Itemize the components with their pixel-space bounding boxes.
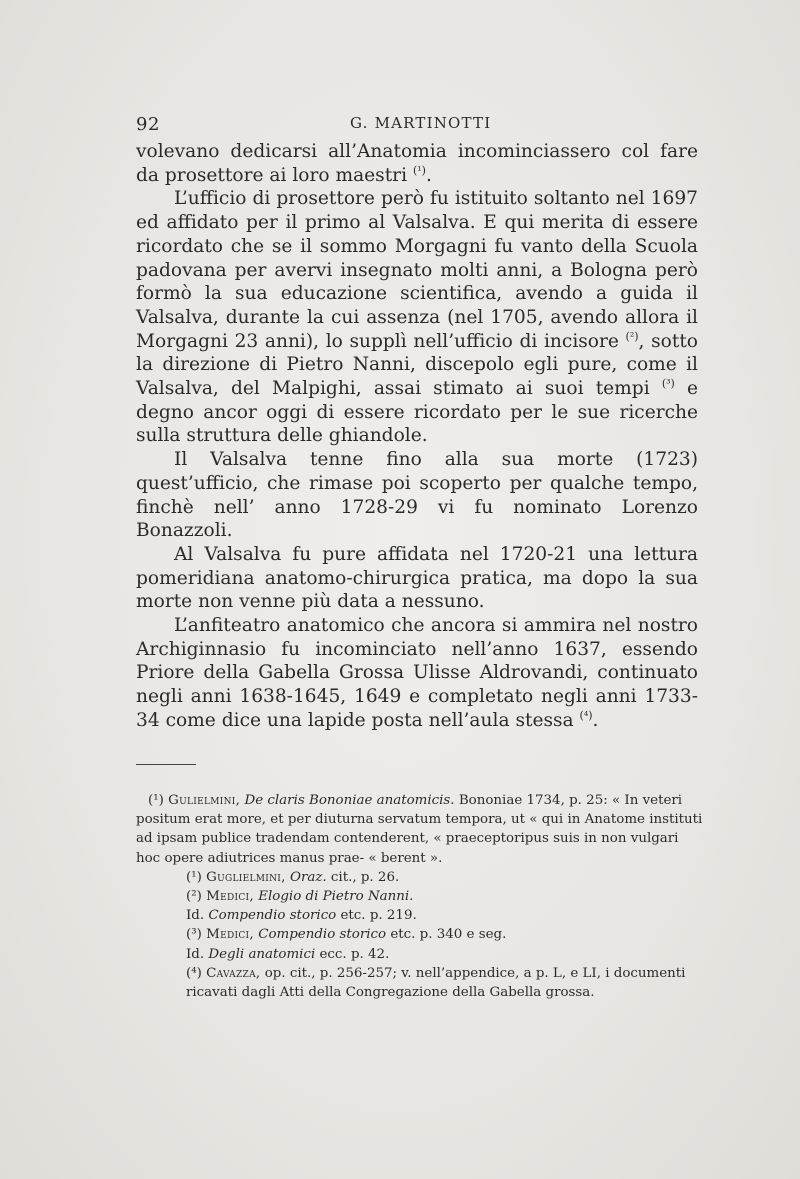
running-head: G. MARTINOTTI xyxy=(350,114,492,132)
paragraph-5-text: L’anfiteatro anatomico che ancora si ammira nel nostro Archiginnasio fu incominciato nell’anno 1637, essendo Priore della Gabella Grossa Ulisse Aldrovandi, continuato negli anni 1638-1645, 1649 e completato negli anni 1733-34 come dice una lapide posta nell’aula stessa xyxy=(136,615,698,731)
footnote-author: Id. xyxy=(186,908,205,924)
footnote-mark: (³) xyxy=(186,927,202,943)
paragraph-1-end: . xyxy=(425,164,432,186)
footnote-4 xyxy=(136,964,706,1002)
footnote-author: Id. xyxy=(186,946,205,962)
footnote-mark: (¹) xyxy=(186,869,202,885)
footnote-ref: (¹) xyxy=(412,163,426,177)
footnote-author: Cavazza, xyxy=(206,965,261,981)
paragraph-2-text-b: , sotto la direzione di Pietro Nanni, discepolo egli pure, come il Valsalva, del Malpighi, assai stimato ai suoi tempi xyxy=(136,330,698,400)
footnote-title: Oraz. xyxy=(289,869,327,885)
footnote-author: Guglielmini, xyxy=(206,869,286,885)
footnote-author: Medici, xyxy=(206,927,254,943)
footnote-title: Degli anatomici xyxy=(208,946,316,962)
footnote-text: Bononiae 1734, p. 25: « In veteri positum erat more, et per diuturna servatum tempora, ut « qui in Anatome instituti ad ipsam publice tradendam contenderent, « praeceptoripus suis in non vulgari hoc opere adiutrices manus prae- « berent ». xyxy=(136,793,703,866)
page-number: 92 xyxy=(136,114,160,135)
paragraph-1 xyxy=(136,140,698,187)
footnote-title: Compendio storico xyxy=(258,927,387,943)
paragraph-2-text-a: L’ufficio di prosettore però fu istituito soltanto nel 1697 ed affidato per il primo al Valsalva. E qui merita di essere ricordato che se il sommo Morgagni fu vanto della Scuola padovana per avervi insegnato molti anni, a Bologna però formò la sua educazione scientifica, avendo a guida il Valsalva, durante la cui assenza (nel 1705, avendo allora il Morgagni 23 anni), lo supplì nell’ufficio di incisore xyxy=(136,188,698,352)
footnote-3 xyxy=(136,925,706,944)
paragraph-1-text: volevano dedicarsi all’Anatomia incominciassero col fare da prosettore ai loro maestri xyxy=(136,141,698,186)
footnote-text: etc. p. 340 e seg. xyxy=(386,927,507,943)
paragraph-3: Il Valsalva tenne fino alla sua morte (1723) quest’ufficio, che rimase poi scoperto per qualche tempo, finchè nell’ anno 1728-29 vi fu nominato Lorenzo Bonazzoli. xyxy=(136,449,698,542)
footnote-author: Medici, xyxy=(206,889,254,905)
footnote-text: ecc. p. 42. xyxy=(315,946,390,962)
footnote-author: Gulielmini, xyxy=(168,793,241,808)
footnote-text: cit., p. 26. xyxy=(326,869,400,885)
footnote-mark: (²) xyxy=(186,889,202,905)
footnote-3b xyxy=(136,945,706,964)
footnote-text: etc. p. 219. xyxy=(336,908,417,924)
paragraph-5 xyxy=(136,614,698,733)
footnote-ref: (³) xyxy=(661,376,675,390)
body-text xyxy=(136,140,698,733)
footnote-2b xyxy=(136,906,706,925)
footnote-title: Compendio storico xyxy=(208,908,337,924)
footnote-mark: (⁴) xyxy=(186,965,202,981)
paragraph-2 xyxy=(136,187,698,448)
footnotes xyxy=(136,791,706,1002)
footnote-title: De claris Bononiae anatomicis. xyxy=(244,793,455,808)
footnote-divider xyxy=(136,764,196,765)
footnote-1 xyxy=(136,791,706,868)
footnote-title: Elogio di Pietro Nanni. xyxy=(258,889,414,905)
footnote-mark: (¹) xyxy=(148,793,164,808)
paragraph-2-text-c: e degno ancor oggi di essere ricordato per le sue ricerche sulla struttura delle ghiandole. xyxy=(136,378,698,447)
footnote-1b xyxy=(136,868,706,887)
footnote-text: op. cit., p. 256-257; v. nell’appendice, a p. L, e LI, i documenti ricavati dagli Atti della Congregazione della Gabella grossa. xyxy=(186,965,686,1001)
footnote-2 xyxy=(136,887,706,906)
paragraph-5-end: . xyxy=(592,709,599,731)
footnote-ref: (⁴) xyxy=(579,708,593,722)
paragraph-4: Al Valsalva fu pure affidata nel 1720-21 una lettura pomeridiana anatomo-chirurgica pratica, ma dopo la sua morte non venne più data a nessuno. xyxy=(136,543,698,613)
page-header xyxy=(136,114,696,138)
footnote-ref: (²) xyxy=(625,329,639,343)
